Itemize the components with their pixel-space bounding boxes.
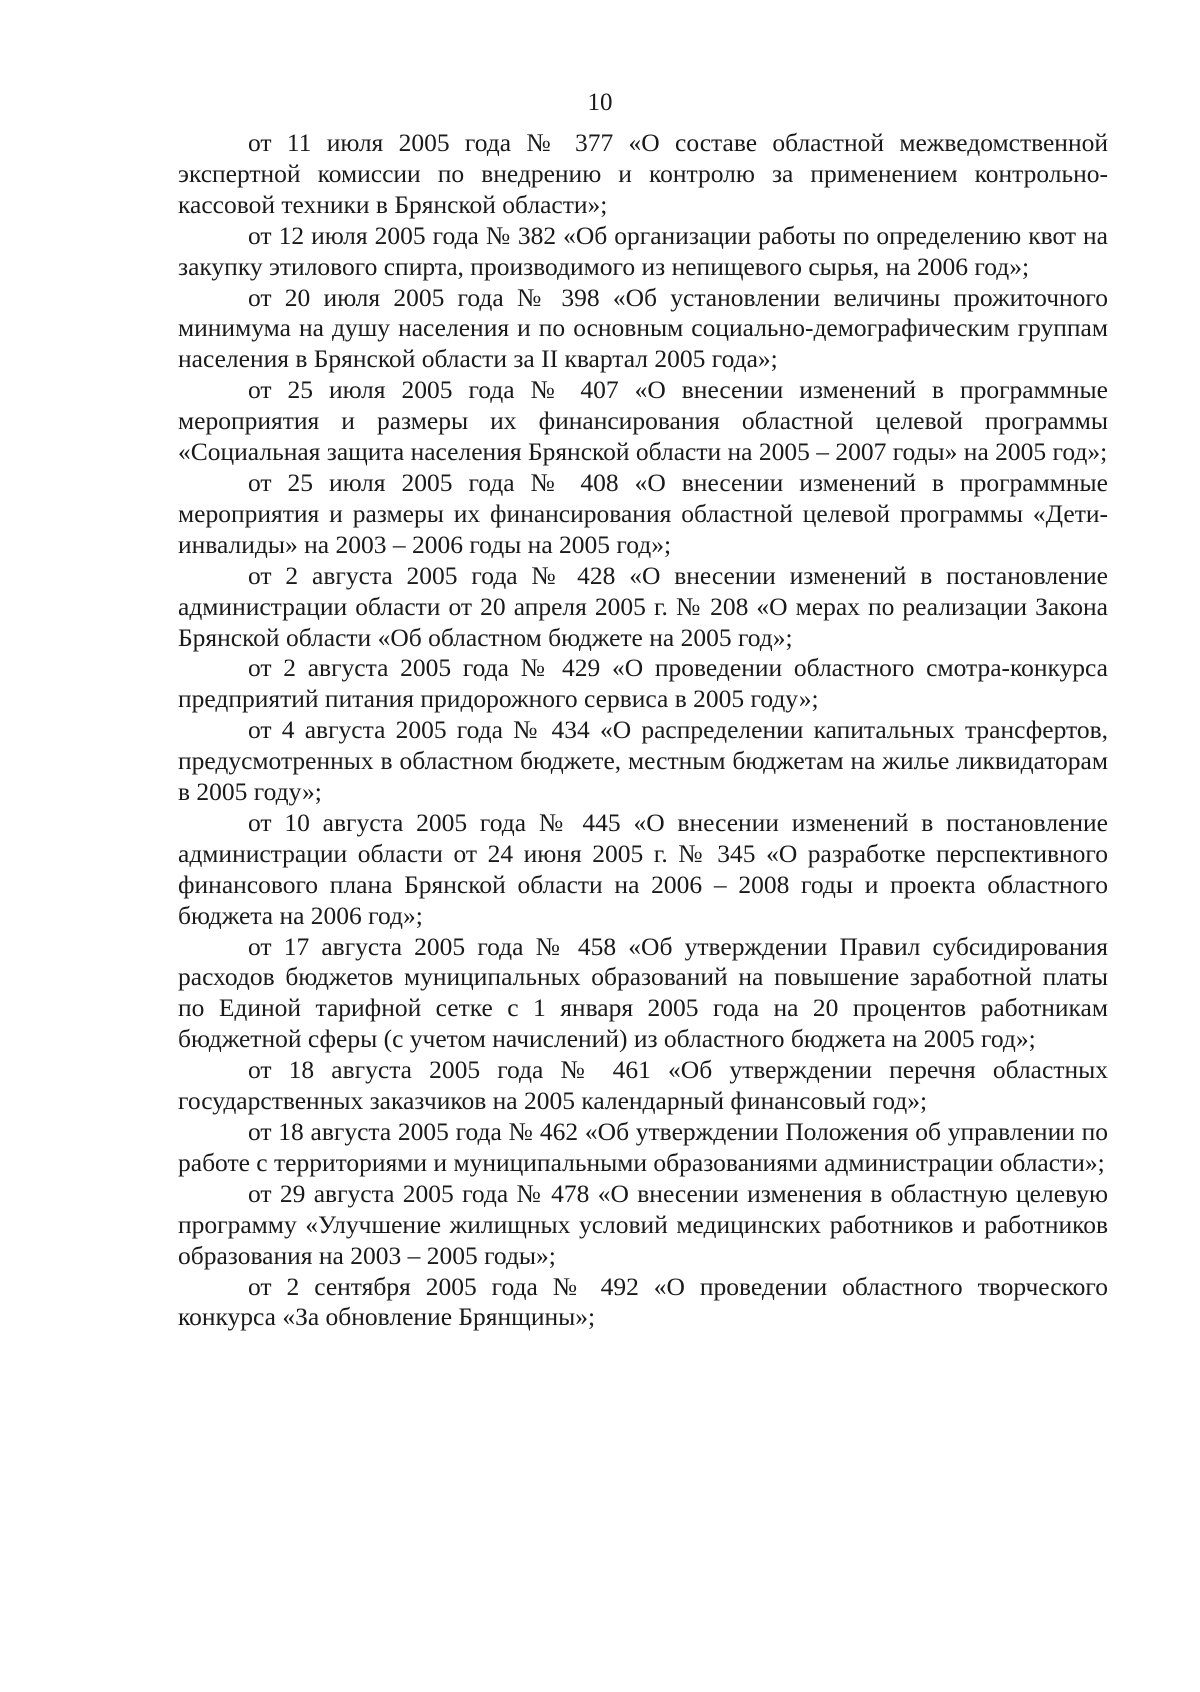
list-item: от 2 сентября 2005 года № 492 «О проведении областного творческого конкурса «За обновление Брянщины»; xyxy=(178,1271,1108,1332)
list-item: от 11 июля 2005 года № 377 «О составе областной межведомственной экспертной комиссии по внедрению и контролю за применением контрольно-кассовой техники в Брянской области»; xyxy=(178,128,1108,219)
list-item: от 2 августа 2005 года № 429 «О проведении областного смотра-конкурса предприятий питания придорожного сервиса в 2005 году»; xyxy=(178,653,1108,714)
list-item: от 29 августа 2005 года № 478 «О внесении изменения в областную целевую программу «Улучшение жилищных условий медицинских работников и работников образования на 2003 – 2005 годы»; xyxy=(178,1178,1108,1270)
page-number: 10 xyxy=(587,89,613,116)
document-body xyxy=(178,128,1108,1333)
list-item: от 4 августа 2005 года № 434 «О распределении капитальных трансфертов, предусмотренных в областном бюджете, местным бюджетам на жилье ликвидаторам в 2005 году»; xyxy=(178,715,1108,807)
list-item: от 12 июля 2005 года № 382 «Об организации работы по определению квот на закупку этилового спирта, производимого из непищевого сырья, на 2006 год»; xyxy=(178,220,1108,281)
list-item: от 20 июля 2005 года № 398 «Об установлении величины прожиточного минимума на душу населения и по основным социально-демографическим группам населения в Брянской области за II квартал 2005 года»; xyxy=(178,282,1108,374)
list-item: от 18 августа 2005 года № 461 «Об утверждении перечня областных государственных заказчиков на 2005 календарный финансовый год»; xyxy=(178,1055,1108,1116)
list-item: от 18 августа 2005 года № 462 «Об утверждении Положения об управлении по работе с территориями и муниципальными образованиями администрации области»; xyxy=(178,1117,1108,1177)
list-item: от 2 августа 2005 года № 428 «О внесении изменений в постановление администрации области от 20 апреля 2005 г. № 208 «О мерах по реализации Закона Брянской области «Об областном бюджете на 2005 год»; xyxy=(178,560,1108,652)
list-item: от 10 августа 2005 года № 445 «О внесении изменений в постановление администрации области от 24 июня 2005 г. № 345 «О разработке перспективного финансового плана Брянской области на 2006 – 2008 годы и проекта областного бюджета на 2006 год»; xyxy=(178,807,1108,930)
list-item: от 25 июля 2005 года № 408 «О внесении изменений в программные мероприятия и размеры их финансирования областной целевой программы «Дети-инвалиды» на 2003 – 2006 годы на 2005 год»; xyxy=(178,467,1108,559)
list-item: от 17 августа 2005 года № 458 «Об утверждении Правил субсидирования расходов бюджетов муниципальных образований на повышение заработной платы по Единой тарифной сетке с 1 января 2005 года на 20 процентов работникам бюджетной сферы (с учетом начислений) из областного бюджета на 2005 год»; xyxy=(178,931,1108,1054)
list-item: от 25 июля 2005 года № 407 «О внесении изменений в программные мероприятия и размеры их финансирования областной целевой программы «Социальная защита населения Брянской области на 2005 – 2007 годы» на 2005 год»; xyxy=(178,375,1108,467)
